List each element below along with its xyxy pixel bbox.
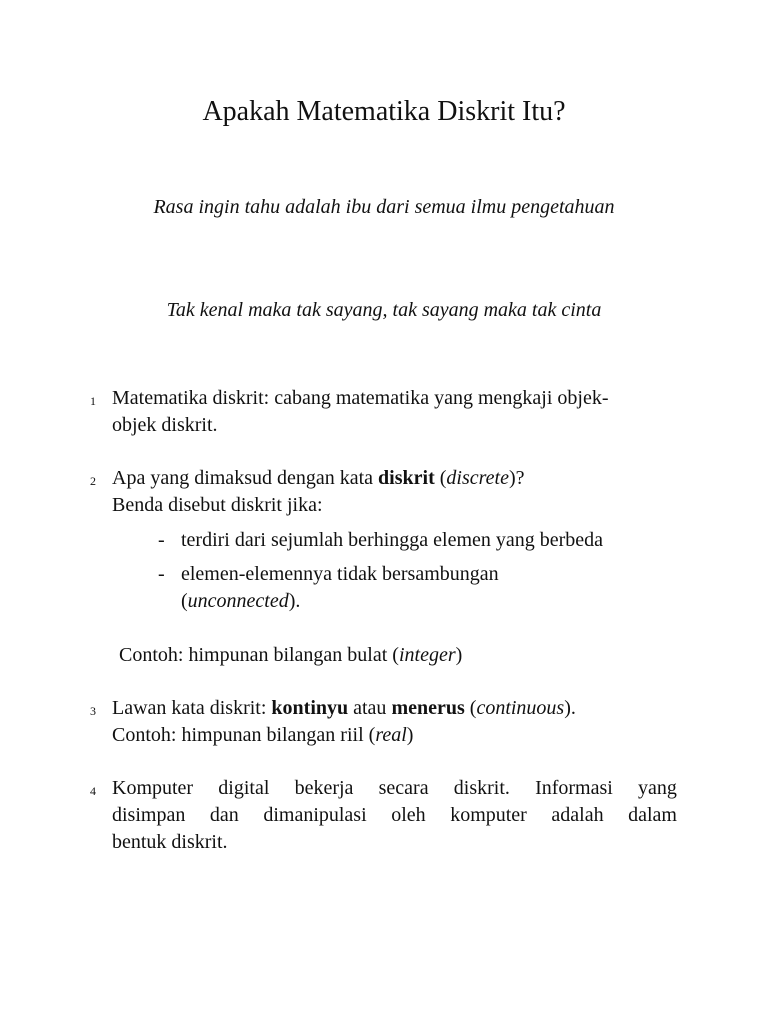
item-number-1: 1 [90, 394, 96, 408]
term-unconnected: unconnected [187, 590, 289, 612]
term-kontinyu: kontinyu [271, 697, 349, 719]
word: dimanipulasi [263, 804, 367, 826]
item-1-line-2: objek diskrit. [112, 414, 218, 436]
word: dalam [628, 804, 677, 826]
quote-2: Tak kenal maka tak sayang, tak sayang maka tak cinta [166, 299, 602, 321]
item-3-line-1 [112, 694, 576, 722]
term-menerus: menerus [391, 697, 465, 719]
word: secara [378, 777, 429, 799]
word: oleh [391, 804, 426, 826]
item-3-line-2 [112, 721, 413, 749]
term-discrete: discrete [446, 467, 509, 489]
bullet-1-text: terdiri dari sejumlah berhingga elemen yang berbeda [181, 529, 604, 551]
item-2-example-end: ) [455, 644, 463, 666]
word: yang [638, 777, 677, 799]
item-number-3: 3 [90, 704, 96, 718]
item-2-question-end: )? [508, 467, 525, 489]
word: dan [209, 804, 239, 826]
word: disimpan [112, 804, 186, 826]
item-3-text-b: atau [348, 697, 392, 719]
term-diskrit: diskrit [378, 467, 435, 489]
item-4-line-3: bentuk diskrit. [112, 831, 228, 853]
word: bekerja [294, 777, 354, 799]
bullet-marker-1: - [158, 529, 165, 551]
item-number-2: 2 [90, 474, 96, 488]
item-2-question [112, 464, 525, 492]
word: adalah [551, 804, 604, 826]
item-3-text-d: ). [564, 697, 576, 719]
quote-1: Rasa ingin tahu adalah ibu dari semua ilmu pengetahuan [153, 196, 615, 218]
bullet-2-text: elemen-elemennya tidak bersambungan [181, 563, 499, 585]
item-number-4: 4 [90, 784, 96, 798]
item-2-line-2: Benda disebut diskrit jika: [112, 494, 323, 516]
term-integer: integer [398, 644, 456, 666]
term-real: real [375, 724, 407, 746]
item-4-line-2 [112, 801, 677, 829]
item-3-example-end: ) [406, 724, 414, 746]
word: Komputer [112, 777, 194, 799]
page-title: Apakah Matematika Diskrit Itu? [202, 96, 566, 127]
word: digital [218, 777, 270, 799]
item-1-line-1: Matematika diskrit: cabang matematika yang mengkaji objek- [112, 387, 609, 409]
item-2-question-paren-open: ( [434, 467, 447, 489]
item-2-example-text: Contoh: himpunan bilangan bulat ( [119, 644, 399, 666]
bullet-2-continuation [181, 587, 300, 615]
word: Informasi [535, 777, 613, 799]
bullet-2-paren-close: ). [288, 590, 301, 612]
item-2-example [119, 641, 462, 669]
item-3-example-text: Contoh: himpunan bilangan riil ( [112, 724, 376, 746]
bullet-marker-2: - [158, 563, 165, 585]
word: diskrit. [453, 777, 510, 799]
item-2-question-text: Apa yang dimaksud dengan kata [112, 467, 379, 489]
item-3-text-c: ( [464, 697, 477, 719]
item-3-text-a: Lawan kata diskrit: [112, 697, 272, 719]
item-4-line-1 [112, 774, 677, 802]
term-continuous: continuous [476, 697, 565, 719]
bullet-2-paren-open: ( [181, 590, 188, 612]
word: komputer [450, 804, 527, 826]
